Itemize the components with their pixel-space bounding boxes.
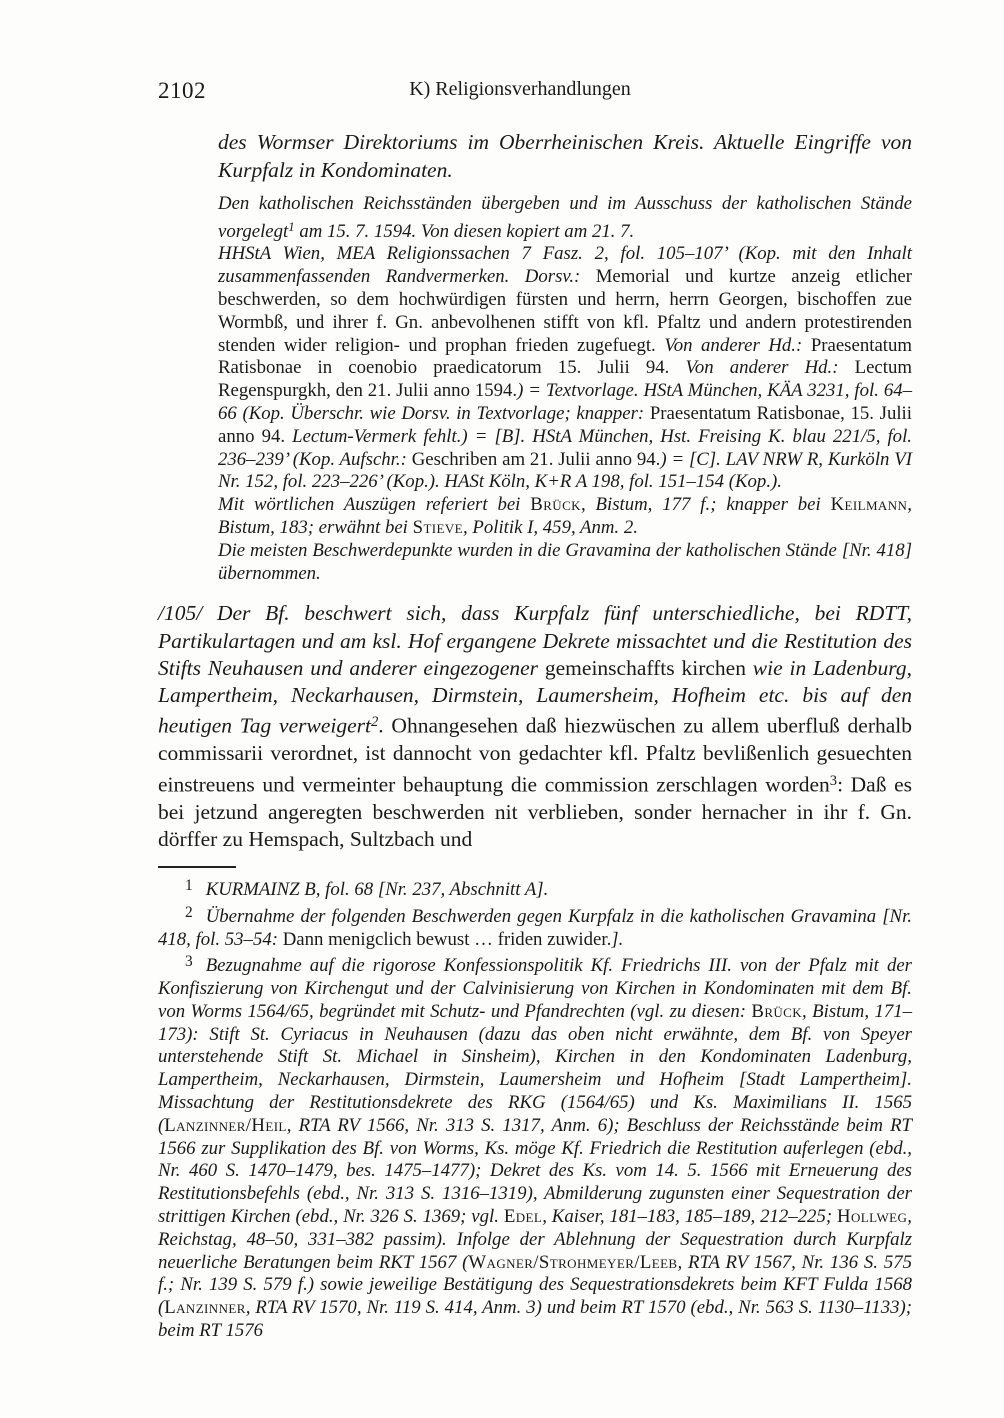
footnote-2-text: Übernahme der folgenden Beschwerden gegen Kurpfalz in die katholischen Gravamina [Nr. 418, fol. 53–54: Dann menigclich bewust … friden zuwider.].: [158, 905, 912, 950]
footnote-2: [158, 902, 912, 952]
footnotes: [158, 875, 912, 1343]
page-header: [158, 78, 912, 108]
running-head: K) Religionsverhandlungen: [409, 78, 631, 100]
text-column: [158, 78, 912, 1343]
footnote-3-text: Bezugnahme auf die rigorose Konfessionspolitik Kf. Friedrichs III. von der Pfalz mit der Konfiszierung von Kirchengut und der Calvinisierung von Kirchen in Kondominaten mit dem Bf. von Worms 1564/65, begründet mit Schutz- und Pfandrechten (vgl. zu diesen: Brück, Bistum, 171–173): Stift St. Cyriacus in Neuhausen (dazu das oben nicht erwähnte, dem Bf. von Speyer unterstehende Stift St. Michael in Sinsheim), Kirchen in den Kondominaten Ladenburg, Lampertheim, Neckarhausen, Dirmstein, Laumersheim und Hofheim [Stadt Lampertheim]. Missachtung der Restitutionsdekrete des RKG (1564/65) und Ks. Maximilians II. 1565 (Lanzinner/Heil, RTA RV 1566, Nr. 313 S. 1317, Anm. 6); Beschluss der Reichsstände beim RT 1566 zur Supplikation des Bf. von Worms, Ks. möge Kf. Friedrich die Restitution auferlegen (ebd., Nr. 460 S. 1470–1479, bes. 1475–1477); Dekret des Ks. vom 14. 5. 1566 mit Erneuerung des Restitutionsbefehls (ebd., Nr. 313 S. 1316–1319), Abmilderung zugunsten einer Sequestration der strittigen Kirchen (ebd., Nr. 326 S. 1369; vgl. Edel, Kaiser, 181–183, 185–189, 212–225; Hollweg, Reichstag, 48–50, 331–382 passim). Infolge der Ablehnung der Sequestration durch Kurpfalz neuerliche Beratungen beim RKT 1567 (Wagner/Strohmeyer/Leeb, RTA RV 1567, Nr. 136 S. 575 f.; Nr. 139 S. 579 f.) sowie jeweilige Bestätigung des Sequestrationsdekrets beim KFT Fulda 1568 (Lanzinner, RTA RV 1570, Nr. 119 S. 414, Anm. 3) und beim RT 1570 (ebd., Nr. 563 S. 1130–1133); beim RT 1576: [158, 955, 913, 1342]
source-description: [218, 193, 912, 585]
footnote-2-number: 2: [185, 903, 193, 921]
body-paragraph: /105/ Der Bf. beschwert sich, dass Kurpfalz fünf unterschiedliche, bei RDTT, Partikulartagen und am ksl. Hof ergangene Dekrete missachtet und die Restitution des Stifts Neuhausen und anderer eingezogener gemeinschaffts kirchen wie in Ladenburg, Lampertheim, Neckarhausen, Dirmstein, Laumersheim, Hofheim etc. bis auf den heutigen Tag verweigert$^2$. Ohnangesehen daß hiezwüschen zu allem uberfluß derhalb commissarii verordnet, ist dannocht von gedachter kfl. Pfaltz bevlißenlich gesuechten einstreuens und vermeinter behauptung die commission zerschlagen worden$^3$: Daß es bei jetzund angeregten beschwerden nit verblieben, sonder hernacher in ihr f. Gn. dörffer zu Hemspach, Sultzbach und: [158, 601, 912, 851]
page-number: 2102: [158, 78, 206, 103]
footnote-3-number: 3: [185, 953, 193, 971]
editorial-note: Die meisten Beschwerdepunkte wurden in die Gravamina der katholischen Stände [Nr. 418] übernommen.: [218, 539, 912, 584]
literature-references: Mit wörtlichen Auszügen referiert bei Brück, Bistum, 177 f.; knapper bei Keilmann, Bistum, 183; erwähnt bei Stieve, Politik I, 459, Anm. 2.: [218, 494, 912, 538]
footnote-1-number: 1: [185, 877, 193, 895]
provenance-note: Den katholischen Reichsständen übergeben und im Ausschuss der katholischen Stände vorgelegt$^1$ am 15. 7. 1594. Von diesen kopiert am 21. 7.: [218, 193, 912, 242]
document-title: des Wormser Direktoriums im Oberrheinischen Kreis. Aktuelle Eingriffe von Kurpfalz in Kondominaten.: [218, 130, 912, 182]
archival-sources: HHStA Wien, MEA Religionssachen 7 Fasz. 2, fol. 105–107’ (Kop. mit den Inhalt zusammenfassenden Randvermerken. Dorsv.: Memorial und kurtze anzeig etlicher beschwerden, so dem hochwürdigen fürsten und herrn, herrn Georgen, bischoffen zue Wormbß, und ihrer f. Gn. anbevolhenen stifft von kfl. Pfaltz und andern protestirenden stenden wider religion- und prophan frieden zugefuegt. Von anderer Hd.: Praesentatum Ratisbonae in coenobio praedicatorum 15. Julii 94. Von anderer Hd.: Lectum Regenspurgkh, den 21. Julii anno 1594.) = Textvorlage. HStA München, KÄA 3231, fol. 64–66 (Kop. Überschr. wie Dorsv. in Textvorlage; knapper: Praesentatum Ratisbonae, 15. Julii anno 94. Lectum-Vermerk fehlt.) = [B]. HStA München, Hst. Freising K. blau 221/5, fol. 236–239’ (Kop. Aufschr.: Geschriben am 21. Julii anno 94.) = [C]. LAV NRW R, Kurköln VI Nr. 152, fol. 223–226’ (Kop.). HASt Köln, K+R A 198, fol. 151–154 (Kop.).: [218, 243, 913, 493]
footnote-separator: [158, 866, 236, 868]
document-body: [158, 600, 912, 853]
footnote-1: [158, 875, 912, 902]
footnote-1-text: KURMAINZ B, fol. 68 [Nr. 237, Abschnitt A].: [205, 879, 549, 901]
footnote-3: [158, 951, 912, 1342]
